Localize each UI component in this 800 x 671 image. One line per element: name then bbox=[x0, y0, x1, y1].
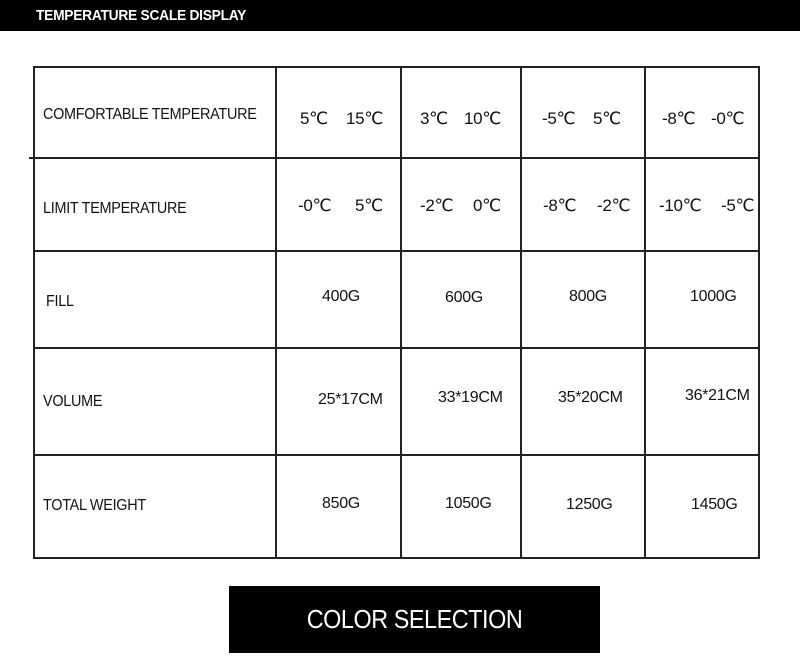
comfortable-temp-high: -0℃ bbox=[711, 109, 745, 128]
row-label-fill: FILL bbox=[46, 293, 74, 310]
limit-temp-low: -8℃ bbox=[543, 196, 577, 215]
row-label-total-weight: TOTAL WEIGHT bbox=[43, 497, 146, 514]
comfortable-temp-high: 15℃ bbox=[346, 109, 384, 128]
limit-temp-high: 0℃ bbox=[473, 196, 501, 215]
comfortable-temp-low: -5℃ bbox=[542, 109, 576, 128]
limit-temp-high: 5℃ bbox=[355, 196, 383, 215]
comfortable-temp-high: 5℃ bbox=[593, 109, 621, 128]
row-label-limit-temperature: LIMIT TEMPERATURE bbox=[43, 200, 187, 217]
fill-value: 800G bbox=[569, 288, 607, 305]
comfortable-temp-high: 10℃ bbox=[464, 109, 502, 128]
total-weight-value: 850G bbox=[322, 495, 360, 512]
footer-bar bbox=[229, 586, 600, 653]
limit-temp-high: -2℃ bbox=[597, 196, 631, 215]
column-divider bbox=[520, 68, 522, 557]
row-divider bbox=[29, 157, 758, 159]
fill-value: 600G bbox=[445, 289, 483, 306]
column-divider bbox=[275, 68, 277, 557]
limit-temp-low: -2℃ bbox=[420, 196, 454, 215]
fill-value: 1000G bbox=[690, 288, 737, 305]
row-divider bbox=[35, 347, 758, 349]
header-bar bbox=[0, 0, 800, 31]
column-divider bbox=[644, 68, 646, 557]
volume-value: 33*19CM bbox=[438, 389, 503, 406]
limit-temp-low: -10℃ bbox=[659, 196, 702, 215]
total-weight-value: 1250G bbox=[566, 496, 613, 513]
row-label-volume: VOLUME bbox=[43, 393, 103, 410]
volume-value: 35*20CM bbox=[558, 389, 623, 406]
spec-table bbox=[33, 66, 760, 559]
row-label-comfortable-temperature: COMFORTABLE TEMPERATURE bbox=[43, 106, 257, 123]
row-divider bbox=[35, 250, 758, 252]
comfortable-temp-low: 5℃ bbox=[300, 109, 328, 128]
volume-value: 36*21CM bbox=[685, 387, 750, 404]
header-title: TEMPERATURE SCALE DISPLAY bbox=[36, 7, 247, 24]
fill-value: 400G bbox=[322, 288, 360, 305]
column-divider bbox=[400, 68, 402, 557]
limit-temp-high: -5℃ bbox=[721, 196, 755, 215]
limit-temp-low: -0℃ bbox=[298, 196, 332, 215]
comfortable-temp-low: -8℃ bbox=[662, 109, 696, 128]
footer-title: COLOR SELECTION bbox=[306, 604, 523, 634]
comfortable-temp-low: 3℃ bbox=[420, 109, 448, 128]
row-divider bbox=[35, 454, 758, 456]
total-weight-value: 1050G bbox=[445, 495, 492, 512]
total-weight-value: 1450G bbox=[691, 496, 738, 513]
volume-value: 25*17CM bbox=[318, 391, 383, 408]
